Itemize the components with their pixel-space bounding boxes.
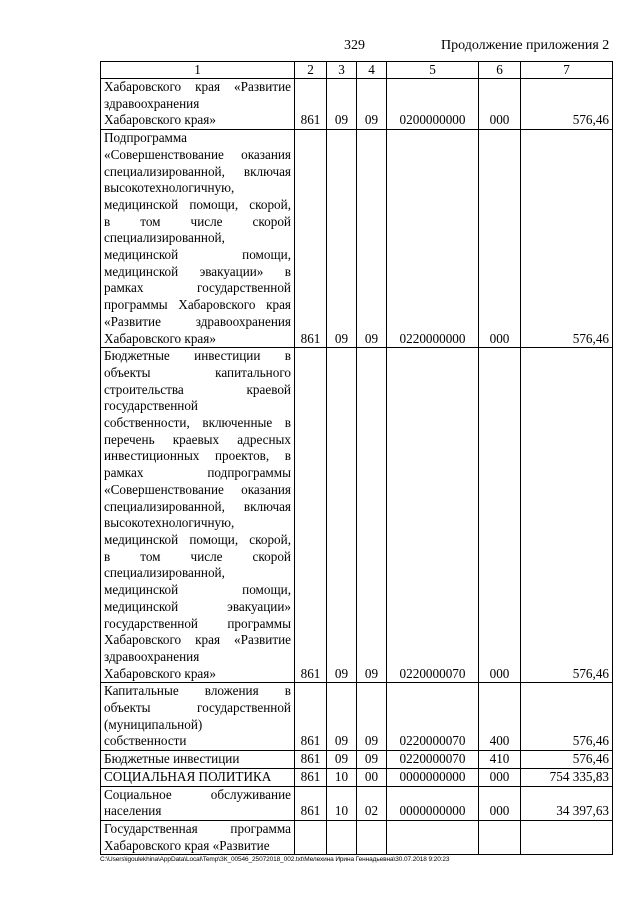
row-name-line: медицинской эвакуации»	[104, 598, 291, 614]
row-name-line: медицинской помощи,	[104, 582, 291, 598]
subsection-cell: 00	[357, 768, 387, 786]
row-name-line: медицинской помощи,	[104, 247, 291, 263]
subsection-cell: 09	[357, 348, 387, 683]
row-name-cell	[101, 768, 295, 786]
row-name-line: государственной	[104, 398, 198, 414]
row-name-line: Бюджетные инвестиции в	[104, 348, 291, 364]
row-name-line: Хабаровского края «Развитие	[104, 632, 291, 648]
target-article-cell: 0200000000	[387, 79, 479, 130]
file-path-footer: C:\Users\igoulekhina\AppData\Local\Temp\ЗК_00546_25072018_002.txt\Мелехина Ирина Геннадьевна\30.07.2018 9:20:23	[100, 856, 450, 863]
row-name-line: государственной программы	[104, 615, 291, 631]
row-name-line: инвестиционных проектов, в	[104, 448, 291, 464]
admin-code-cell: 861	[295, 786, 327, 820]
target-article-cell: 0220000070	[387, 751, 479, 769]
expense-type-cell: 000	[479, 786, 521, 820]
row-name-line: строительства краевой	[104, 381, 291, 397]
section-cell: 10	[327, 768, 357, 786]
column-header: 2	[295, 62, 327, 79]
row-name-line: «Развитие здравоохранения	[104, 313, 291, 329]
section-cell: 09	[327, 348, 357, 683]
row-name-line: «Совершенствование оказания	[104, 146, 291, 162]
column-header: 6	[479, 62, 521, 79]
expense-type-cell: 000	[479, 130, 521, 348]
subsection-cell	[357, 820, 387, 854]
row-name-line: Хабаровского края»	[104, 665, 216, 681]
amount-cell: 34 397,63	[521, 786, 613, 820]
row-name-line: высокотехнологичную,	[104, 180, 235, 196]
table-row	[101, 786, 613, 820]
row-name-line: Капитальные вложения в	[104, 683, 291, 699]
expense-type-cell	[479, 820, 521, 854]
row-name-cell	[101, 820, 295, 854]
row-name-line: Социальное обслуживание	[104, 786, 291, 802]
section-cell: 09	[327, 130, 357, 348]
budget-table	[100, 61, 613, 855]
target-article-cell: 0000000000	[387, 768, 479, 786]
row-name-line: Хабаровского края «Развитие	[104, 79, 291, 94]
target-article-cell: 0220000070	[387, 683, 479, 751]
table-row	[101, 683, 613, 751]
row-name-line: (муниципальной)	[104, 716, 203, 732]
table-row	[101, 79, 613, 130]
row-name-line: собственности, включенные в	[104, 415, 291, 431]
table-row	[101, 130, 613, 348]
row-name-line: СОЦИАЛЬНАЯ ПОЛИТИКА	[104, 768, 272, 784]
row-name-line: медицинской помощи, скорой,	[104, 531, 291, 547]
row-name-line: «Совершенствование оказания	[104, 481, 291, 497]
row-name-cell	[101, 786, 295, 820]
admin-code-cell: 861	[295, 751, 327, 769]
row-name-line: медицинской помощи, скорой,	[104, 196, 291, 212]
table-header	[101, 62, 613, 79]
header-row	[101, 62, 613, 79]
amount-cell: 576,46	[521, 348, 613, 683]
row-name-line: программы Хабаровского края	[104, 297, 291, 313]
row-name-line: высокотехнологичную,	[104, 515, 235, 531]
expense-type-cell: 000	[479, 348, 521, 683]
amount-cell: 576,46	[521, 683, 613, 751]
table-row	[101, 820, 613, 854]
column-header: 4	[357, 62, 387, 79]
row-name-line: в том числе скорой	[104, 213, 291, 229]
column-header: 5	[387, 62, 479, 79]
row-name-line: собственности	[104, 733, 187, 749]
row-name-cell	[101, 348, 295, 683]
row-name-line: населения	[104, 803, 162, 819]
target-article-cell: 0220000000	[387, 130, 479, 348]
amount-cell	[521, 820, 613, 854]
row-name-cell	[101, 79, 295, 130]
subsection-cell: 09	[357, 130, 387, 348]
amount-cell: 754 335,83	[521, 768, 613, 786]
target-article-cell	[387, 820, 479, 854]
expense-type-cell: 410	[479, 751, 521, 769]
page-number: 329	[344, 38, 365, 53]
section-cell: 09	[327, 79, 357, 130]
appendix-continuation-label: Продолжение приложения 2	[441, 38, 610, 53]
row-name-line: объекты государственной	[104, 700, 291, 716]
expense-type-cell: 000	[479, 79, 521, 130]
row-name-line: Государственная программа	[104, 820, 291, 836]
row-name-line: Подпрограмма	[104, 130, 188, 146]
table-row	[101, 751, 613, 769]
row-name-line: Хабаровского края»	[104, 112, 216, 128]
row-name-line: объекты капитального	[104, 364, 291, 380]
row-name-line: медицинской эвакуации» в	[104, 263, 291, 279]
amount-cell: 576,46	[521, 130, 613, 348]
row-name-cell	[101, 130, 295, 348]
table-body	[101, 79, 613, 855]
admin-code-cell: 861	[295, 130, 327, 348]
row-name-cell	[101, 683, 295, 751]
admin-code-cell	[295, 820, 327, 854]
row-name-cell	[101, 751, 295, 769]
subsection-cell: 09	[357, 751, 387, 769]
subsection-cell: 09	[357, 683, 387, 751]
row-name-line: рамках подпрограммы	[104, 465, 291, 481]
row-name-line: здравоохранения	[104, 95, 200, 111]
column-header: 7	[521, 62, 613, 79]
subsection-cell: 02	[357, 786, 387, 820]
section-cell: 09	[327, 683, 357, 751]
expense-type-cell: 000	[479, 768, 521, 786]
table-row	[101, 348, 613, 683]
admin-code-cell: 861	[295, 683, 327, 751]
row-name-line: в том числе скорой	[104, 548, 291, 564]
amount-cell: 576,46	[521, 79, 613, 130]
target-article-cell: 0000000000	[387, 786, 479, 820]
target-article-cell: 0220000070	[387, 348, 479, 683]
row-name-line: специализированной, включая	[104, 498, 291, 514]
column-header: 1	[101, 62, 295, 79]
amount-cell: 576,46	[521, 751, 613, 769]
admin-code-cell: 861	[295, 768, 327, 786]
admin-code-cell: 861	[295, 79, 327, 130]
admin-code-cell: 861	[295, 348, 327, 683]
row-name-line: рамках государственной	[104, 280, 291, 296]
table-row	[101, 768, 613, 786]
row-name-line: Хабаровского края «Развитие	[104, 837, 270, 853]
row-name-line: специализированной,	[104, 230, 225, 246]
row-name-line: специализированной,	[104, 565, 225, 581]
subsection-cell: 09	[357, 79, 387, 130]
row-name-line: перечень краевых адресных	[104, 431, 291, 447]
expense-type-cell: 400	[479, 683, 521, 751]
section-cell: 09	[327, 751, 357, 769]
row-name-line: Хабаровского края»	[104, 330, 216, 346]
section-cell	[327, 820, 357, 854]
column-header: 3	[327, 62, 357, 79]
row-name-line: здравоохранения	[104, 648, 200, 664]
row-name-line: специализированной, включая	[104, 163, 291, 179]
row-name-line: Бюджетные инвестиции	[104, 751, 240, 767]
section-cell: 10	[327, 786, 357, 820]
